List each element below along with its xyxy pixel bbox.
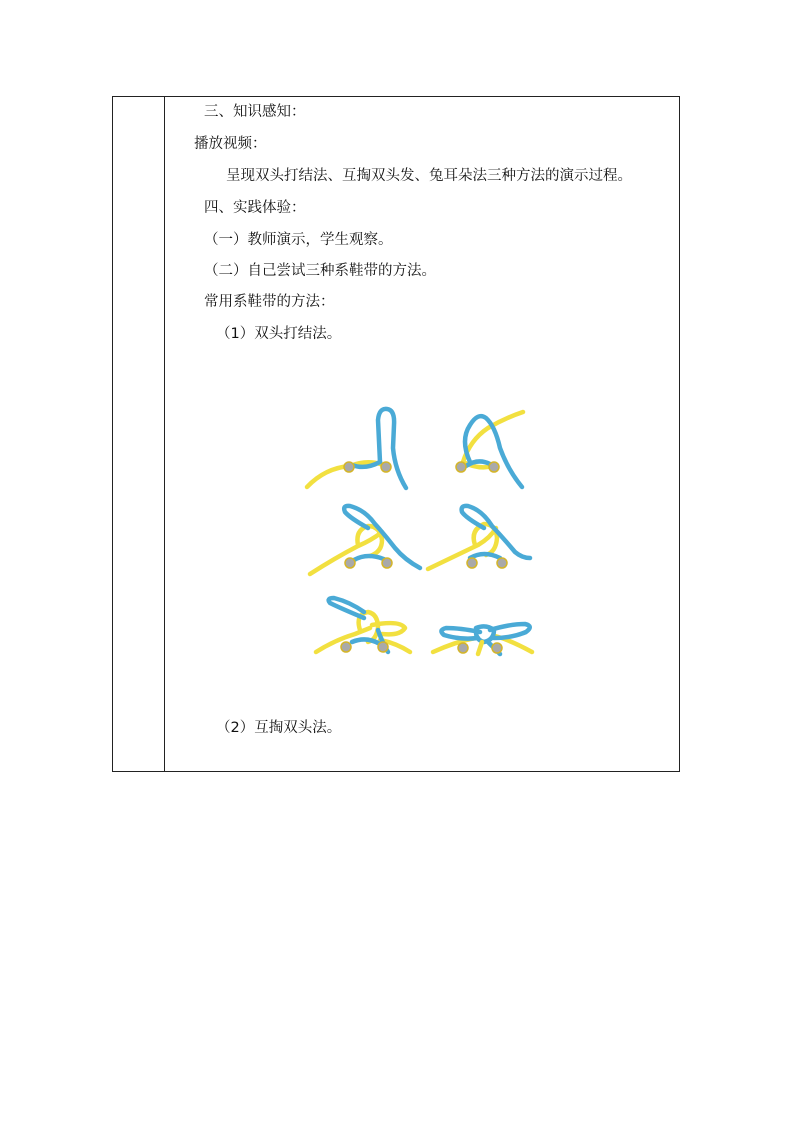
play-video-label: 播放视频：: [194, 136, 267, 152]
section3-heading: 三、知识感知：: [204, 104, 306, 120]
video-description: 呈现双头打结法、互掏双头发、兔耳朵法三种方法的演示过程。: [226, 168, 632, 184]
method-1-label: （1）双头打结法。: [216, 326, 342, 342]
shoelace-illustration: [300, 400, 545, 665]
section4-heading: 四、实践体验：: [204, 200, 306, 216]
column-divider: [164, 97, 165, 771]
step-self-try: （二）自己尝试三种系鞋带的方法。: [204, 263, 436, 279]
panel-5: [316, 598, 410, 652]
step-teacher-demo: （一）教师演示，学生观察。: [204, 232, 393, 248]
panel-4: [428, 506, 530, 569]
panel-6: [433, 624, 532, 654]
panel-1: [307, 409, 406, 488]
common-methods-label: 常用系鞋带的方法：: [204, 294, 335, 310]
panel-2: [456, 412, 523, 487]
method-2-label: （2）互掏双头法。: [216, 720, 342, 736]
panel-3: [310, 506, 420, 574]
